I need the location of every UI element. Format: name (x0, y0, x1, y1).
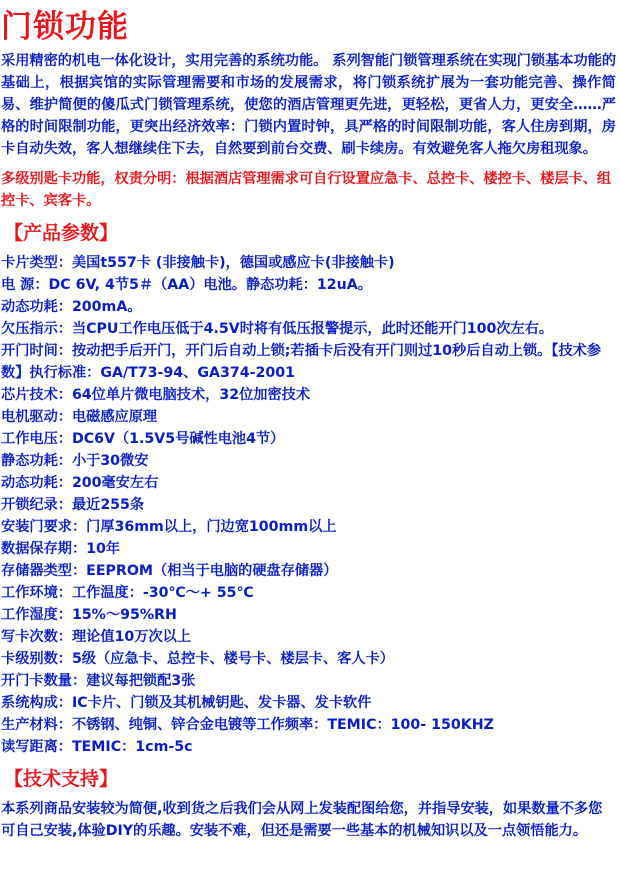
spec-row: 存储器类型：EEPROM（相当于电脑的硬盘存储器） (1, 563, 338, 579)
spec-row: 电 源：DC 6V, 4节5＃（AA）电池。静态功耗：12uA。 (1, 277, 372, 293)
spec-row: 欠压指示：当CPU工作电压低于4.5V时将有低压报警提示，此时还能开门100次左右。 (1, 321, 554, 337)
page-title: 门锁功能 (1, 9, 129, 45)
support-paragraph: 本系列商品安装较为简便,收到货之后我们会从网上发装配图给您，并指导安装，如果数量不多您可自己安装,体验DIY的乐趣。安装不难，但还是需要一些基本的机械知识以及一点领悟能力。 (1, 801, 603, 839)
spec-row: 动态功耗：200毫安左右 (1, 475, 159, 491)
intro-paragraph: 采用精密的机电一体化设计，实用完善的系统功能。 系列智能门锁管理系统在实现门锁基本功能的基础上，根据宾馆的实际管理需要和市场的发展需求，将门锁系统扩展为一套功能完善、操作简易、维护简便的傻瓜式门锁管理系统，使您的酒店管理更先进，更轻松，更省人力，更安全……严格的时间限制功能，更突出经济效率：门锁内置时钟，具严格的时间限制功能，客人住房到期，房卡自动失效，客人想继续住下去，自然要到前台交费、刷卡续房。有效避免客人拖欠房租现象。 (1, 53, 617, 157)
spec-row: 开门时间：按动把手后开门，开门后自动上锁;若插卡后没有开门则过10秒后自动上锁。【技术参数】执行标准：GA/T73-94、GA374-2001 (1, 343, 602, 381)
multilevel-card-paragraph: 多级别匙卡功能，权责分明：根据酒店管理需求可自行设置应急卡、总控卡、楼控卡、楼层卡、组控卡、宾客卡。 (1, 171, 612, 209)
section-heading-tech-support: 【技术支持】 (4, 768, 119, 790)
spec-row: 静态功耗：小于30微安 (1, 453, 149, 469)
spec-row: 写卡次数：理论值10万次以上 (1, 629, 191, 645)
spec-row: 工作电压：DC6V（1.5V5号碱性电池4节） (1, 431, 285, 447)
spec-list (1, 252, 616, 758)
spec-row: 芯片技术：64位单片微电脑技术，32位加密技术 (1, 387, 311, 403)
spec-row: 开锁纪录：最近255条 (1, 497, 145, 513)
spec-row: 读写距离：TEMIC：1cm-5c (1, 739, 193, 755)
section-heading-product-params: 【产品参数】 (4, 222, 119, 244)
spec-row: 动态功耗：200mA。 (1, 299, 142, 315)
spec-row: 开门卡数量：建议每把锁配3张 (1, 673, 196, 689)
spec-row: 工作湿度：15%～95%RH (1, 607, 177, 623)
spec-row: 工作环境：工作温度：-30℃～+ 55℃ (1, 585, 254, 601)
spec-row: 卡级别数：5级（应急卡、总控卡、楼号卡、楼层卡、客人卡） (1, 651, 394, 667)
spec-row: 安装门要求：门厚36mm以上，门边宽100mm以上 (1, 519, 337, 535)
spec-row: 电机驱动：电磁感应原理 (1, 409, 158, 425)
spec-row: 生产材料：不锈钢、纯铜、锌合金电镀等工作频率：TEMIC：100- 150KHZ (1, 717, 494, 733)
spec-row: 卡片类型：美国t557卡 (非接触卡)，德国或感应卡(非接触卡) (1, 255, 395, 271)
spec-row: 系统构成：IC卡片、门锁及其机械钥匙、发卡器、发卡软件 (1, 695, 372, 711)
spec-row: 数据保存期：10年 (1, 541, 121, 557)
